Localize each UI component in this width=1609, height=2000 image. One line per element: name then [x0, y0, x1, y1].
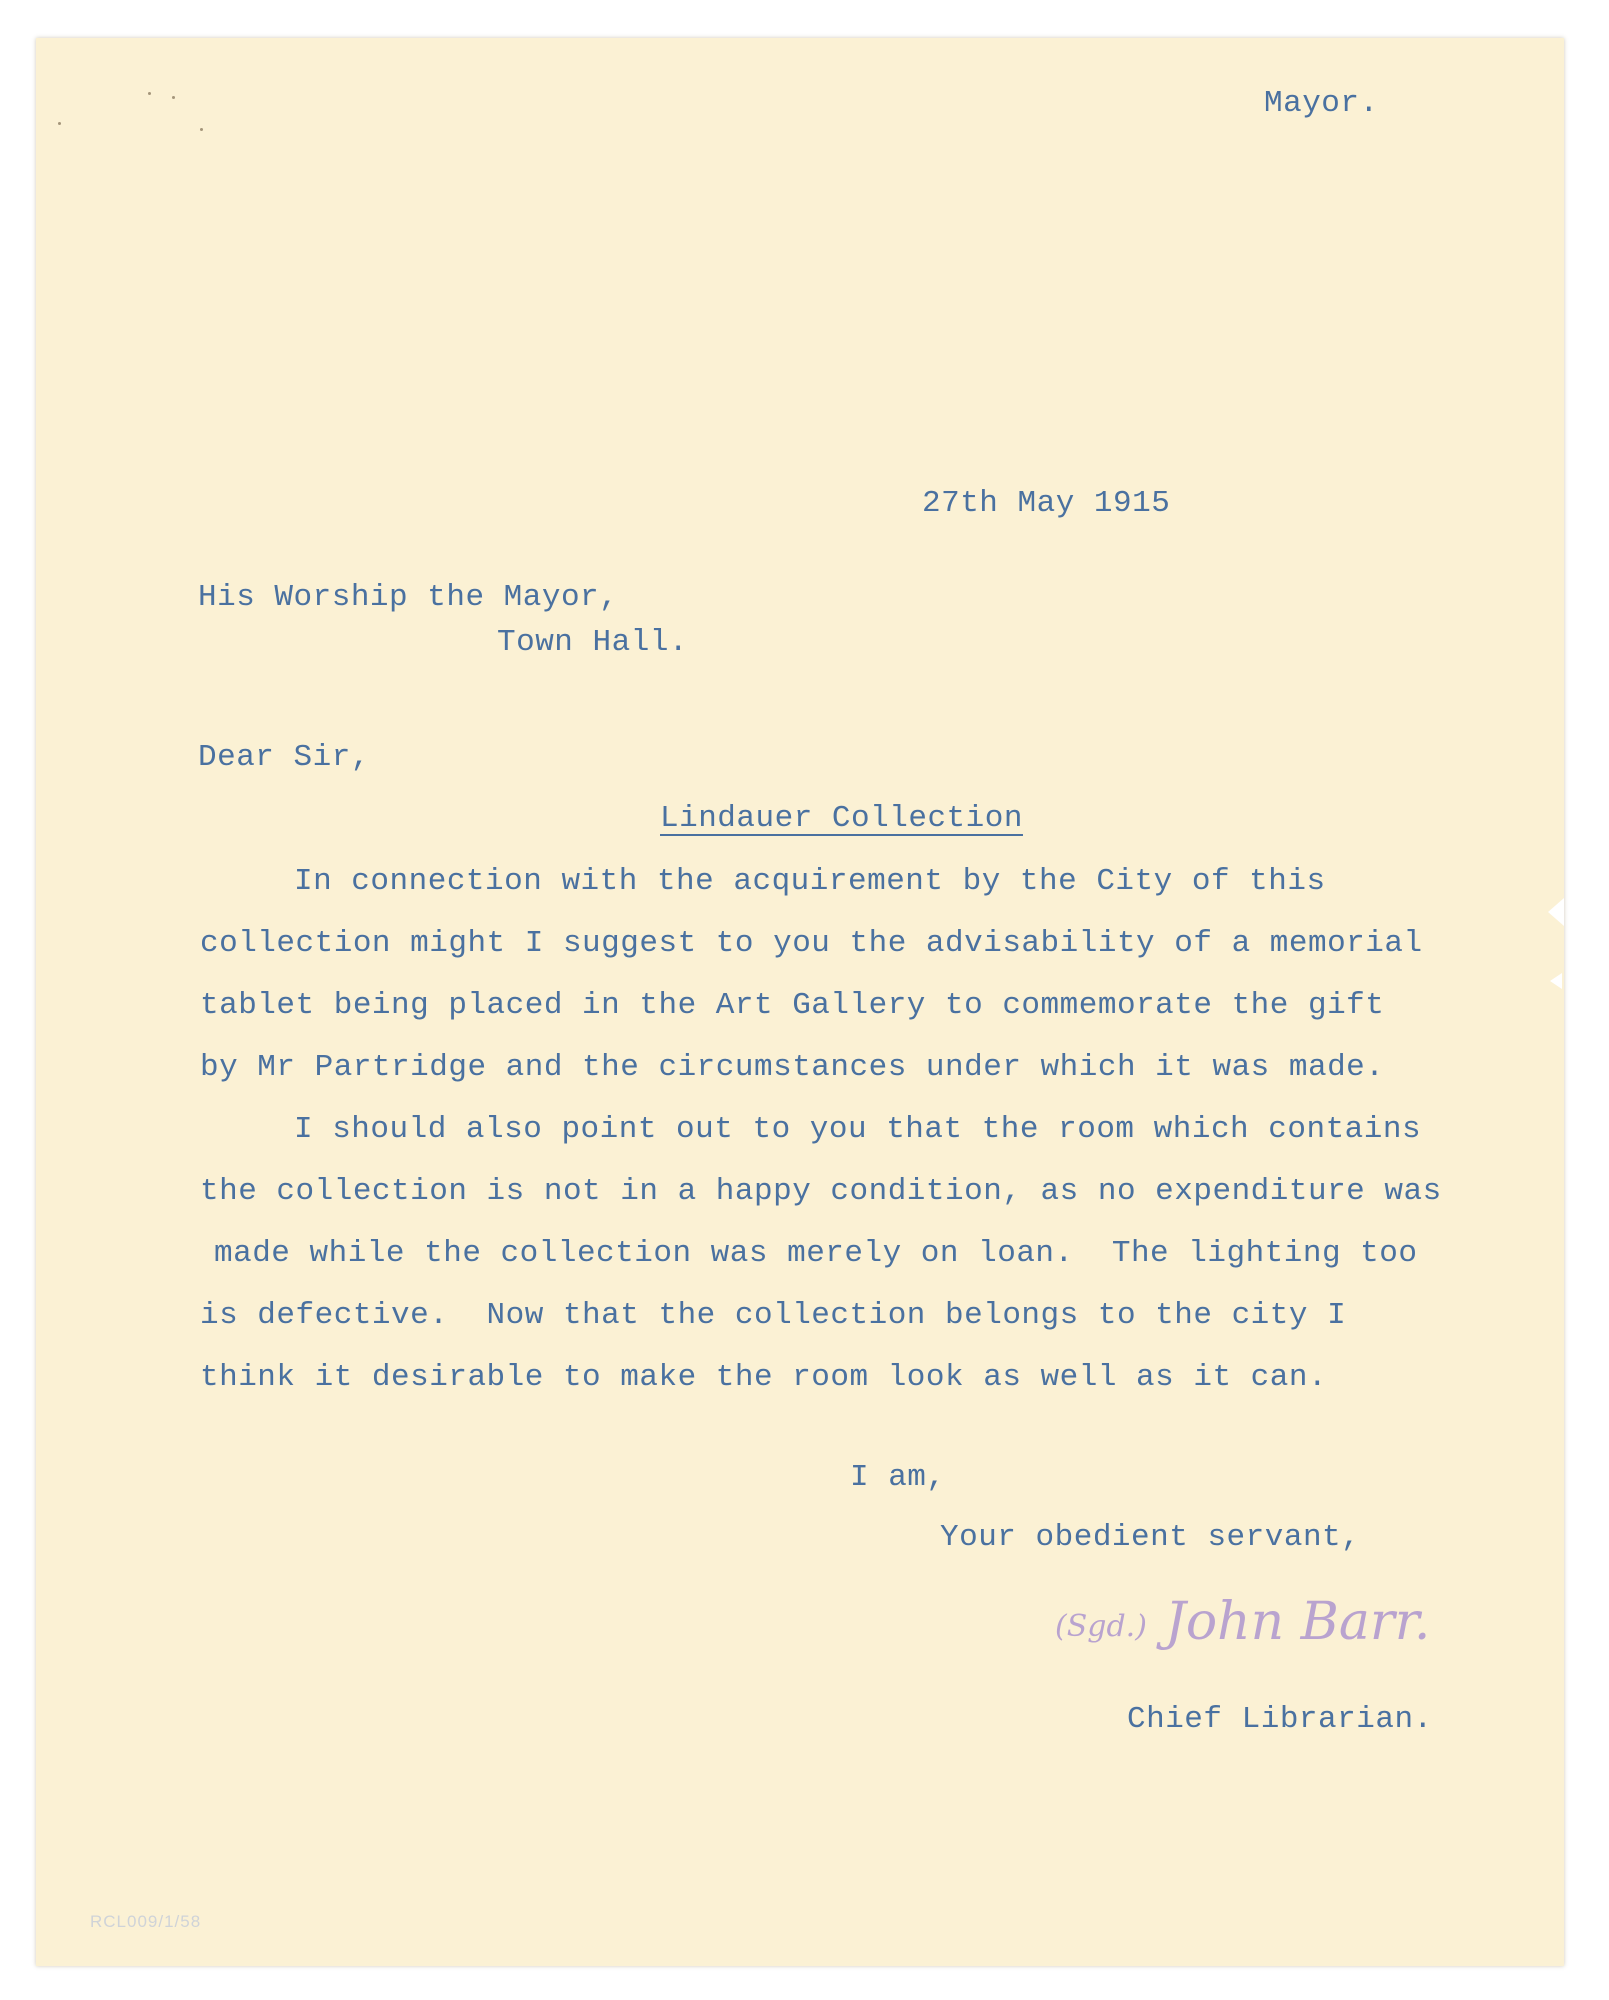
addressee-line-1: His Worship the Mayor, [198, 580, 619, 615]
paragraph-2-line: think it desirable to make the room look as well as it can. [200, 1360, 1328, 1395]
closing-line-1: I am, [850, 1460, 946, 1495]
signatory-title: Chief Librarian. [1127, 1702, 1433, 1737]
reference-stamp: RCL009/1/58 [90, 1912, 202, 1931]
paragraph-2-line: is defective. Now that the collection belongs to the city I [200, 1298, 1347, 1333]
paragraph-2-line: the collection is not in a happy condition, as no expenditure was [200, 1174, 1442, 1209]
salutation: Dear Sir, [198, 740, 370, 775]
paragraph-2-line: made while the collection was merely on loan. The lighting too [214, 1236, 1418, 1271]
signature-prefix: (Sgd.) [1055, 1609, 1147, 1644]
paragraph-1-line: In connection with the acquirement by the City of this [294, 864, 1326, 899]
paper-speck [172, 96, 175, 99]
paper-tear-upper [1548, 898, 1564, 926]
paragraph-2-line: I should also point out to you that the room which contains [294, 1112, 1422, 1147]
letter-date: 27th May 1915 [922, 486, 1171, 521]
signature-name: John Barr. [1165, 1592, 1431, 1652]
subject-heading: Lindauer Collection [660, 801, 1023, 836]
addressee-line-2: Town Hall. [497, 625, 689, 660]
paragraph-1-line: collection might I suggest to you the advisability of a memorial [200, 926, 1423, 961]
paper-speck [200, 128, 203, 131]
header-tag: Mayor. [1264, 86, 1379, 121]
closing-line-2: Your obedient servant, [940, 1520, 1361, 1555]
paper-tear-lower [1550, 973, 1562, 989]
paragraph-1-line: by Mr Partridge and the circumstances under which it was made. [200, 1050, 1385, 1085]
paper-speck [148, 92, 151, 95]
paper-speck [58, 122, 61, 125]
paragraph-1-line: tablet being placed in the Art Gallery to commemorate the gift [200, 988, 1385, 1023]
